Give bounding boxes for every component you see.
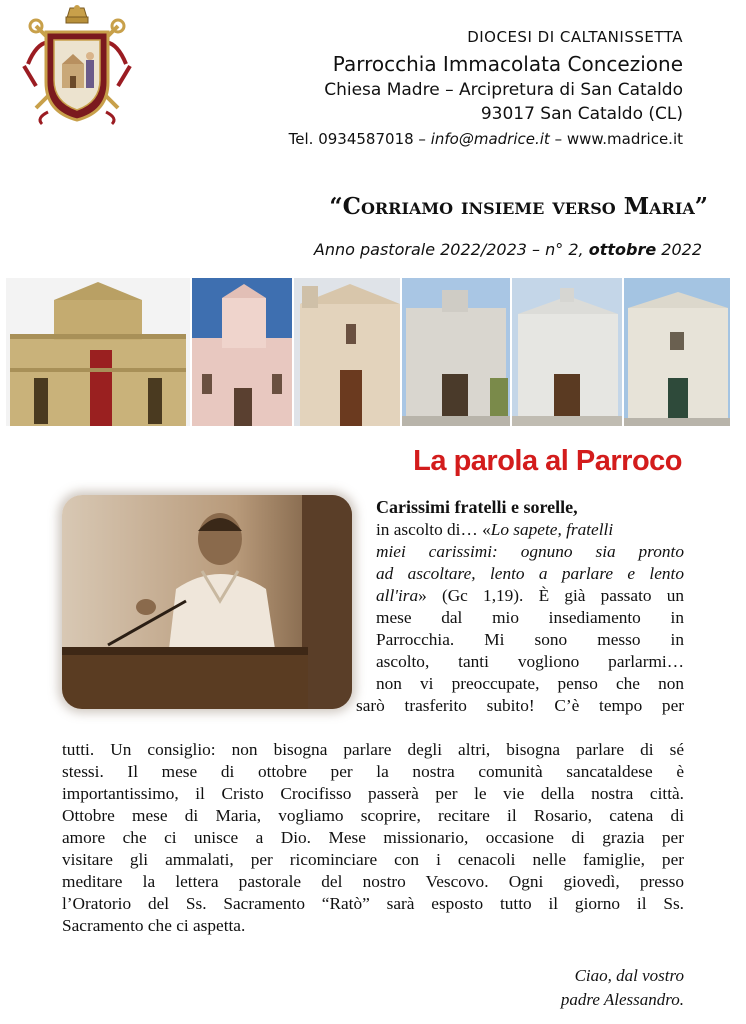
email-link[interactable]: info@madrice.it (430, 130, 550, 148)
column-line: ad ascoltare, lento a parlare e lento (376, 564, 684, 583)
church-photo-2 (192, 278, 292, 426)
bulletin-subtitle (314, 240, 702, 259)
signature-line-1: Ciao, dal vostro (574, 966, 684, 985)
parish-name: Parrocchia Immacolata Concezione (332, 52, 683, 76)
body-line: stessi. Il mese di ottobre per la nostra comunità sancataldese è (62, 762, 684, 781)
contact-separator: – (549, 130, 567, 148)
section-title: La parola al Parroco (413, 445, 682, 477)
column-line: in ascolto di… «Lo sapete, fratelli (376, 520, 614, 539)
signature-line-2: padre Alessandro. (560, 990, 684, 1009)
contact-line (289, 130, 683, 148)
church-photo-1 (6, 278, 190, 426)
body-line: Sacramento che ci aspetta. (62, 916, 246, 935)
body-line: l’Oratorio del Ss. Sacramento “Ratò” sarà esposto tutto il giorno il Ss. (62, 894, 684, 913)
body-line: Ottobre mese di Maria, vogliamo scoprire, recitare il Rosario, catena di (62, 806, 684, 825)
column-line: miei carissimi: ognuno sia pronto (376, 542, 684, 561)
column-line: all'ira» (Gc 1,19). È già passato un (376, 586, 684, 605)
body-line: importantissimo, il Cristo Crocifisso passerà per le vie della nostra città. (62, 784, 684, 803)
body-line: tutti. Un consiglio: non bisogna parlare degli altri, bisogna parlare di sé (62, 740, 684, 759)
column-line: sarò trasferito subito! C’è tempo per (356, 696, 684, 715)
church-photo-3 (294, 278, 400, 426)
body-line: meditare la lettera pastorale del nostro Vescovo. Ogni giovedì, presso (62, 872, 684, 891)
church-name: Chiesa Madre – Arcipretura di San Cataldo (324, 80, 683, 100)
churches-photo-strip (6, 278, 730, 426)
body-line: visitare gli ammalati, per ricominciare con i cenacoli nelle famiglie, per (62, 850, 684, 869)
bulletin-title: “Corriamo insieme verso Maria” (329, 193, 708, 220)
church-photo-4 (402, 278, 510, 426)
subtitle-year: 2022 (656, 240, 702, 259)
parish-address: 93017 San Cataldo (CL) (480, 104, 683, 124)
column-line: ascolto, tanti vogliono parlarmi… (376, 652, 684, 671)
subtitle-month: ottobre (588, 240, 657, 259)
column-line: non vi preoccupate, penso che non (376, 674, 684, 693)
website-link[interactable]: www.madrice.it (566, 130, 683, 148)
column-line: Parrocchia. Mi sono messo in (376, 630, 684, 649)
column-line: mese dal mio insediamento in (376, 608, 684, 627)
body-line: amore che ci unisce a Dio. Mese missionario, occasione di grazia per (62, 828, 684, 847)
diocese-name: DIOCESI DI CALTANISSETTA (467, 28, 683, 46)
priest-photo (62, 495, 352, 709)
letter-greeting: Carissimi fratelli e sorelle, (376, 497, 578, 517)
church-photo-6 (624, 278, 730, 426)
phone-number: Tel. 0934587018 – (288, 130, 431, 148)
church-photo-5 (512, 278, 622, 426)
subtitle-prefix: Anno pastorale 2022/2023 – n° 2, (313, 240, 589, 259)
parish-crest-logo (18, 4, 136, 126)
